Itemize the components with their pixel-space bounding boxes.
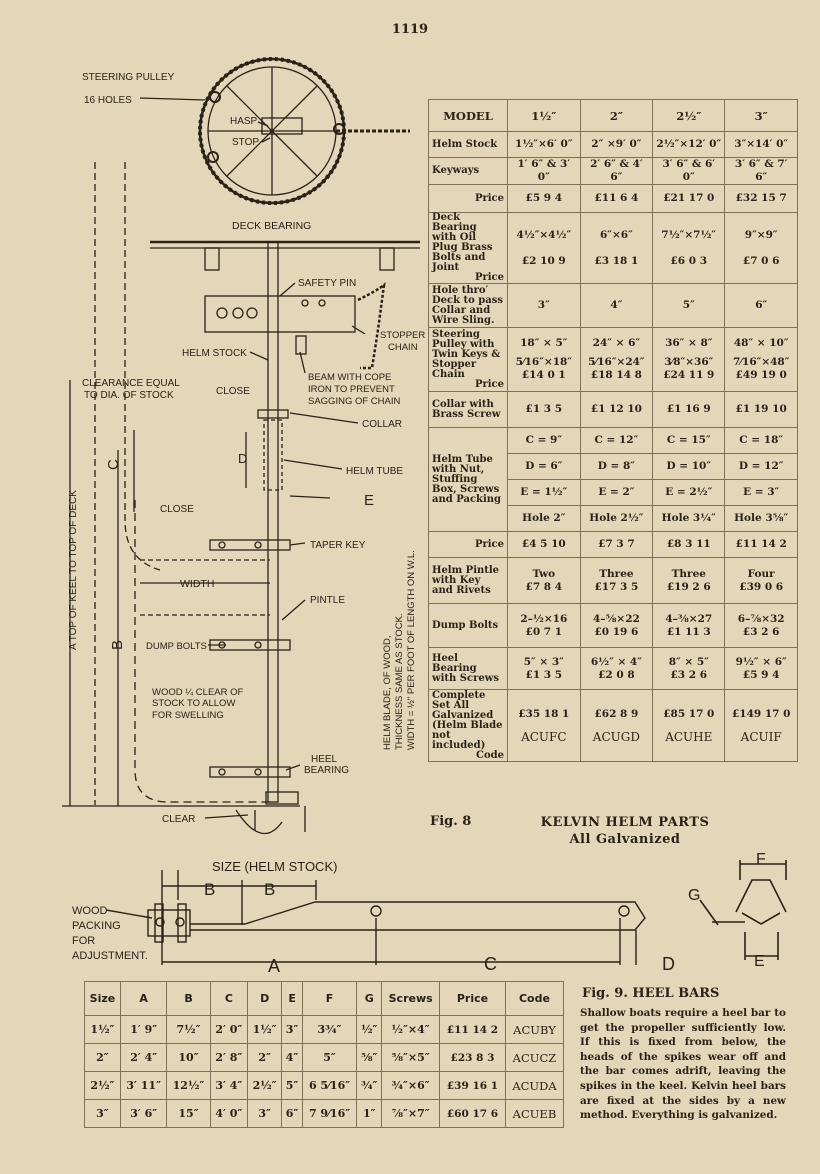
table-row <box>429 132 798 158</box>
label-safety-pin: SAFETY PIN <box>298 278 357 289</box>
col-header: D <box>248 982 282 1016</box>
table-cell: ACUEB <box>505 1100 563 1128</box>
table-cell: 5″ <box>653 284 725 328</box>
code: ACUFC <box>521 729 567 744</box>
table-row <box>429 392 798 428</box>
table-cell: 1′ 9″ <box>120 1016 167 1044</box>
size: 8″ × 5″ <box>668 655 709 668</box>
table-cell: ½″ <box>357 1016 382 1044</box>
table-cell <box>508 213 581 284</box>
table-header-row <box>85 982 564 1016</box>
row-label: Helm Pintle with Key and Rivets <box>429 558 508 604</box>
col-header: Size <box>85 982 121 1016</box>
table-cell <box>725 558 798 604</box>
size: 7½″×7½″ <box>661 228 717 241</box>
price-label: Price <box>474 192 504 204</box>
table-cell <box>580 558 653 604</box>
table-cell <box>508 648 581 690</box>
table-cell: £1 12 10 <box>580 392 653 428</box>
label-chain: CHAIN <box>388 342 418 353</box>
price: £2 10 9 <box>521 254 566 267</box>
table-cell: 2½″ <box>85 1072 121 1100</box>
table-cell: 7 9⁄16″ <box>302 1100 356 1128</box>
col-header: G <box>357 982 382 1016</box>
table-row <box>429 558 798 604</box>
table-cell: 3′ 6″ & 7′ 6″ <box>725 158 798 185</box>
price: £6 0 3 <box>670 254 708 267</box>
table-cell: 3′ 11″ <box>120 1072 167 1100</box>
table-cell <box>653 690 725 762</box>
label-blade-note-2: THICKNESS SAME AS STOCK. <box>394 613 405 750</box>
page-number: 1119 <box>391 22 429 37</box>
label-b: B <box>109 639 126 650</box>
table-cell: 2″ <box>248 1044 282 1072</box>
table-cell: Hole 2½″ <box>580 506 653 532</box>
col-header-model-1: 1½″ <box>508 100 581 132</box>
table-cell: 2′ 8″ <box>210 1044 248 1072</box>
table-cell: £1 19 10 <box>725 392 798 428</box>
label-width: WIDTH <box>180 578 215 590</box>
label-16-holes: 16 HOLES <box>84 95 132 106</box>
table-cell: 15″ <box>167 1100 210 1128</box>
table-cell: £60 17 6 <box>439 1100 505 1128</box>
price: £1 3 5 <box>525 668 563 681</box>
table-cell: ACUCZ <box>505 1044 563 1072</box>
label-wood-note-1: WOOD ¼ CLEAR OF <box>152 687 244 698</box>
table-cell <box>725 604 798 648</box>
table-cell <box>725 213 798 284</box>
price: £49 19 0 <box>735 369 787 381</box>
price-label: Price <box>474 272 504 283</box>
row-label <box>429 532 508 558</box>
table-cell: C = 12″ <box>580 428 653 454</box>
size: 6½″ × 4″ <box>590 655 642 668</box>
deck-bearing-label: Deck Bearing with Oil Plug Brass Bolts and Joint <box>432 212 493 273</box>
table-cell <box>580 328 653 392</box>
label-blade-note-1: HELM BLADE, OF WOOD, <box>382 635 393 750</box>
table-row <box>429 185 798 213</box>
table-cell: D = 10″ <box>653 454 725 480</box>
label-packing: PACKING <box>72 920 121 932</box>
label-d: D <box>662 954 675 974</box>
code: ACUHE <box>665 729 713 744</box>
price-label: Price <box>474 538 504 550</box>
cope-iron <box>296 336 306 354</box>
stopper-chain <box>358 285 384 368</box>
helm-parts-table <box>428 99 798 762</box>
table-cell <box>508 328 581 392</box>
size: 9½″ × 6″ <box>735 655 787 668</box>
label-b-1: B <box>204 880 216 899</box>
row-label: Collar with Brass Screw <box>429 392 508 428</box>
count: Three <box>599 567 634 580</box>
price: £62 8 9 <box>594 707 639 720</box>
row-label: Heel Bearing with Screws <box>429 648 508 690</box>
table-row <box>429 284 798 328</box>
helm-stock <box>268 242 278 802</box>
price: £7 0 6 <box>742 254 780 267</box>
col-header: B <box>167 982 210 1016</box>
table-cell: 4′ 0″ <box>210 1100 248 1128</box>
label-d: D <box>238 451 248 466</box>
table-cell: 3″ <box>85 1100 121 1128</box>
table-row <box>429 428 798 454</box>
table-cell: 1½″×6′ 0″ <box>508 132 581 158</box>
table-cell: 10″ <box>167 1044 210 1072</box>
col-header: Code <box>505 982 563 1016</box>
table-cell: Hole 3⅝″ <box>725 506 798 532</box>
size: 4–⅜×27 <box>665 612 713 625</box>
size: 4½″×4½″ <box>516 228 572 241</box>
col-header: C <box>210 982 248 1016</box>
table-cell: 3′ 4″ <box>210 1072 248 1100</box>
price-label: Price <box>474 378 504 390</box>
label-taper-key: TAPER KEY <box>310 540 366 551</box>
row-label: Keyways <box>429 158 508 185</box>
table-row <box>429 604 798 648</box>
table-cell: £8 3 11 <box>653 532 725 558</box>
heel-bars-table <box>84 981 564 1128</box>
table-cell: 3¾″ <box>302 1016 356 1044</box>
table-cell: 3″ <box>248 1100 282 1128</box>
price: £18 14 8 <box>590 369 642 381</box>
price: £0 7 1 <box>525 625 563 638</box>
label-wood-note-2: STOCK TO ALLOW <box>152 698 236 709</box>
price: £3 18 1 <box>594 254 639 267</box>
table-cell: Hole 3¼″ <box>653 506 725 532</box>
table-cell: £21 17 0 <box>653 185 725 213</box>
helm-tube <box>264 420 282 490</box>
table-row <box>429 158 798 185</box>
label-bearing: BEARING <box>304 765 350 776</box>
beam <box>380 248 394 270</box>
label-hasp: HASP <box>230 116 258 127</box>
table-cell: ¾″ <box>357 1072 382 1100</box>
size: 5″ × 3″ <box>523 655 564 668</box>
price: £35 18 1 <box>518 707 570 720</box>
table-cell: 1′ 6″ & 3′ 0″ <box>508 158 581 185</box>
price: £7 8 4 <box>525 580 563 593</box>
table-cell: 1″ <box>357 1100 382 1128</box>
table-cell: 3′ 6″ & 6′ 0″ <box>653 158 725 185</box>
chain: 3⁄8″×36″ <box>664 356 714 368</box>
table-cell <box>580 213 653 284</box>
table-cell: ⅞″×7″ <box>382 1100 440 1128</box>
fig8-caption: Fig. 8 <box>430 814 472 829</box>
table-cell: £4 5 10 <box>508 532 581 558</box>
table-cell: 2″ ×9′ 0″ <box>580 132 653 158</box>
row-label: Helm Tube with Nut, Stuffing Box, Screws and Packing <box>429 428 508 532</box>
price: £14 0 1 <box>521 369 566 381</box>
table-cell: 1½″ <box>248 1016 282 1044</box>
label-adjustment: ADJUSTMENT. <box>72 950 148 962</box>
code-label: Code <box>476 749 504 761</box>
hull-outline <box>95 162 160 805</box>
table-cell: E = 1½″ <box>508 480 581 506</box>
table-cell <box>580 604 653 648</box>
price: £149 17 0 <box>731 707 791 720</box>
table-cell: ½″×4″ <box>382 1016 440 1044</box>
row-label: Hole thro′ Deck to pass Collar and Wire Sling. <box>429 284 508 328</box>
price: £0 19 6 <box>594 625 639 638</box>
fig9-caption: Fig. 9. HEEL BARS <box>582 986 720 1001</box>
size: 24″ × 6″ <box>592 337 641 349</box>
table-cell: 4″ <box>580 284 653 328</box>
chain: 5⁄16″×18″ <box>515 356 573 368</box>
collar <box>258 410 288 418</box>
label-b-2: B <box>264 880 276 899</box>
label-heel: HEEL <box>311 754 338 765</box>
table-cell: E = 2½″ <box>653 480 725 506</box>
label-dump-bolts: DUMP BOLTS <box>146 641 207 652</box>
table-cell: £11 6 4 <box>580 185 653 213</box>
label-stop: STOP <box>232 137 260 148</box>
label-g: G <box>688 887 701 904</box>
table-cell: 2′ 0″ <box>210 1016 248 1044</box>
table-cell: 6″ <box>282 1100 303 1128</box>
label-pintle: PINTLE <box>310 595 346 606</box>
price: £2 0 8 <box>598 668 635 681</box>
table-row <box>85 1100 564 1128</box>
table-cell: ACUDA <box>505 1072 563 1100</box>
table-cell <box>725 328 798 392</box>
table-cell <box>653 648 725 690</box>
price: £3 2 6 <box>670 668 708 681</box>
table-cell: ¾″×6″ <box>382 1072 440 1100</box>
table-cell: 3″×14′ 0″ <box>725 132 798 158</box>
col-header-model: MODEL <box>429 100 508 132</box>
table-row <box>85 1016 564 1044</box>
table-cell: £7 3 7 <box>580 532 653 558</box>
pulley-spokes <box>208 67 336 195</box>
table-cell: £23 8 3 <box>439 1044 505 1072</box>
table-cell: 2½″×12′ 0″ <box>653 132 725 158</box>
table-cell: ⅝″ <box>357 1044 382 1072</box>
beam <box>205 248 219 270</box>
table-cell: 7½″ <box>167 1016 210 1044</box>
table-cell: 2′ 6″ & 4′ 6″ <box>580 158 653 185</box>
label-a-keel-to-deck: A TOP OF KEEL TO TOP OF DECK <box>68 490 79 650</box>
col-header: Screws <box>382 982 440 1016</box>
row-label: Dump Bolts <box>429 604 508 648</box>
label-stopper: STOPPER <box>380 330 426 341</box>
table-cell: £5 9 4 <box>508 185 581 213</box>
table-row <box>85 1044 564 1072</box>
table-cell: 3″ <box>508 284 581 328</box>
heel-bar-note: Shallow boats require a heel bar to get the propeller sufficiently low. If this is fixed from below, the heads of the spikes wear off and the bar comes adrift, leaving the spikes in the keel. Kelvin heel bars are fixed at the sides by a new method. Everything is galvanized. <box>580 1007 786 1122</box>
size: 36″ × 8″ <box>665 337 713 349</box>
chain: 7⁄16″×48″ <box>732 356 790 368</box>
label-helm-tube: HELM TUBE <box>346 466 404 477</box>
price: £24 11 9 <box>663 369 715 381</box>
table-cell: 3″ <box>282 1016 303 1044</box>
table-cell: 2′ 4″ <box>120 1044 167 1072</box>
table-cell: £39 16 1 <box>439 1072 505 1100</box>
price: £1 11 3 <box>666 625 711 638</box>
table-cell: 5″ <box>302 1044 356 1072</box>
label-collar: COLLAR <box>362 419 403 430</box>
price: £85 17 0 <box>663 707 715 720</box>
price: £5 9 4 <box>742 668 780 681</box>
table-cell: 5″ <box>282 1072 303 1100</box>
label-wood-note-3: FOR SWELLING <box>152 710 224 721</box>
table-cell <box>653 604 725 648</box>
col-header: E <box>282 982 303 1016</box>
col-header: F <box>302 982 356 1016</box>
table-cell <box>653 558 725 604</box>
table-cell: C = 18″ <box>725 428 798 454</box>
table-cell: 6 5⁄16″ <box>302 1072 356 1100</box>
table-row <box>85 1072 564 1100</box>
col-header-model-2: 2″ <box>580 100 653 132</box>
label-c: C <box>484 954 497 974</box>
label-e: E <box>364 492 375 509</box>
table-cell <box>508 558 581 604</box>
table-cell: £11 14 2 <box>439 1016 505 1044</box>
keel-curve <box>236 810 282 834</box>
chain: 5⁄16″×24″ <box>588 356 645 368</box>
price: £19 2 6 <box>666 580 711 593</box>
heel-bar-section <box>700 860 786 960</box>
table-cell: D = 6″ <box>508 454 581 480</box>
table-cell: £1 3 5 <box>508 392 581 428</box>
table-cell: £11 14 2 <box>725 532 798 558</box>
table-cell: ⅝″×5″ <box>382 1044 440 1072</box>
table-row <box>429 690 798 762</box>
table-row <box>429 648 798 690</box>
size: 2–½×16 <box>520 612 568 625</box>
table-cell: 2″ <box>85 1044 121 1072</box>
size: 18″ × 5″ <box>520 337 568 349</box>
table-row <box>429 328 798 392</box>
table-cell: C = 9″ <box>508 428 581 454</box>
table-cell: 12½″ <box>167 1072 210 1100</box>
table-cell: 1½″ <box>85 1016 121 1044</box>
table-header-row <box>429 100 798 132</box>
steering-pulley-label: Steering Pulley with Twin Keys & Stopper Chain <box>432 328 501 380</box>
table-cell: 2½″ <box>248 1072 282 1100</box>
label-beam-note-3: SAGGING OF CHAIN <box>308 396 401 407</box>
size: 6″×6″ <box>599 228 633 241</box>
table-cell <box>725 690 798 762</box>
label-steering-pulley: STEERING PULLEY <box>82 72 175 83</box>
price: £3 2 6 <box>742 625 780 638</box>
price: £39 0 6 <box>739 580 784 593</box>
fig8-title: KELVIN HELM PARTS <box>540 815 710 830</box>
col-header-model-4: 3″ <box>725 100 798 132</box>
count: Four <box>747 567 775 580</box>
fig8-title-block <box>500 814 750 848</box>
size: 6–⅞×32 <box>737 612 785 625</box>
table-cell <box>508 690 581 762</box>
label-e: E <box>754 953 765 970</box>
label-blade-note-3: WIDTH = ½" PER FOOT OF LENGTH ON W.L. <box>406 550 417 750</box>
label-size-helm-stock: SIZE (HELM STOCK) <box>212 859 338 874</box>
label-wood: WOOD <box>72 905 108 917</box>
table-cell: 3′ 6″ <box>120 1100 167 1128</box>
col-header-model-3: 2½″ <box>653 100 725 132</box>
label-beam-note-2: IRON TO PREVENT <box>308 384 395 395</box>
code: ACUIF <box>740 729 782 744</box>
table-cell <box>725 648 798 690</box>
table-row <box>429 213 798 284</box>
label-c: C <box>105 459 122 470</box>
col-header: Price <box>439 982 505 1016</box>
label-f: F <box>756 851 766 868</box>
label-clear: CLEAR <box>162 814 196 825</box>
count: Three <box>671 567 706 580</box>
label-helm-stock: HELM STOCK <box>182 348 247 359</box>
label-deck-bearing: DECK BEARING <box>232 220 312 232</box>
table-cell: C = 15″ <box>653 428 725 454</box>
col-header: A <box>120 982 167 1016</box>
complete-set-label: Complete Set All Galvanized (Helm Blade not included) <box>432 689 503 751</box>
table-cell: E = 2″ <box>580 480 653 506</box>
size: 48″ × 10″ <box>733 337 789 349</box>
label-a: A <box>268 956 281 976</box>
table-cell <box>653 328 725 392</box>
size: 9″×9″ <box>744 228 778 241</box>
label-beam-note-1: BEAM WITH COPE <box>308 372 392 383</box>
row-label <box>429 328 508 392</box>
count: Two <box>532 567 556 580</box>
label-clearance-1: CLEARANCE EQUAL <box>82 378 180 389</box>
label-close-2: CLOSE <box>160 504 194 515</box>
row-label: Helm Stock <box>429 132 508 158</box>
table-cell: E = 3″ <box>725 480 798 506</box>
heel-bar-drawing <box>106 870 645 965</box>
row-label <box>429 185 508 213</box>
label-for: FOR <box>72 935 96 947</box>
table-cell: D = 8″ <box>580 454 653 480</box>
price: £17 3 5 <box>594 580 639 593</box>
table-cell: £1 16 9 <box>653 392 725 428</box>
table-cell <box>508 604 581 648</box>
table-cell: D = 12″ <box>725 454 798 480</box>
table-cell: ACUBY <box>505 1016 563 1044</box>
label-close: CLOSE <box>216 386 250 397</box>
row-label <box>429 690 508 762</box>
table-cell <box>653 213 725 284</box>
table-cell: 6″ <box>725 284 798 328</box>
code: ACUGD <box>592 729 640 744</box>
table-cell: Hole 2″ <box>508 506 581 532</box>
fig8-subtitle: All Galvanized <box>569 832 681 847</box>
label-clearance-2: TO DIA. OF STOCK <box>84 390 174 401</box>
table-cell <box>580 648 653 690</box>
table-cell: 4″ <box>282 1044 303 1072</box>
table-cell: £32 15 7 <box>725 185 798 213</box>
table-row <box>429 532 798 558</box>
row-label <box>429 213 508 284</box>
table-cell <box>580 690 653 762</box>
size: 4–⅝×22 <box>592 612 640 625</box>
